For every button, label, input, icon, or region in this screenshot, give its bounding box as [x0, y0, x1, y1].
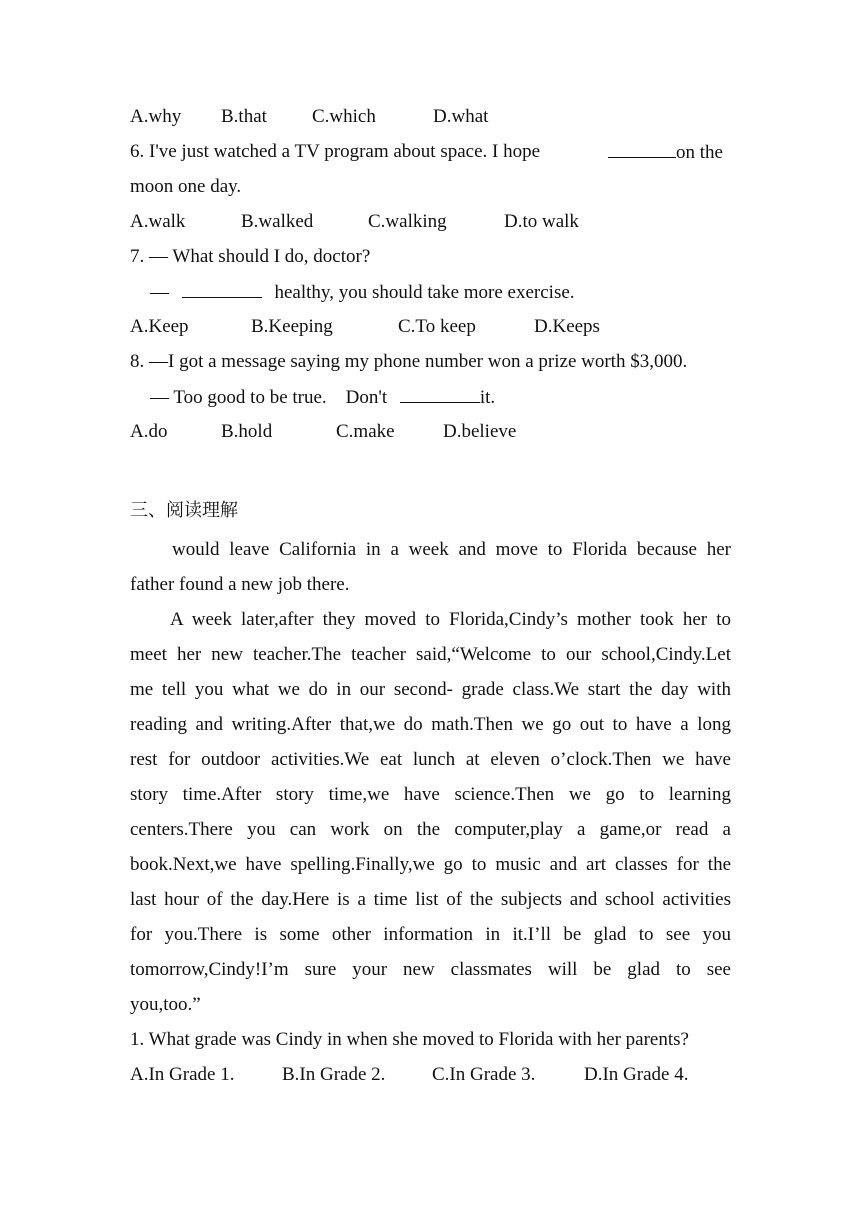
- q8-option-d: D.believe: [443, 421, 517, 442]
- passage-line-1: would leave California in a week and move to Florida because her: [172, 539, 731, 560]
- q6-option-a: A.walk: [130, 211, 186, 232]
- passage-line-14: you,too.”: [130, 994, 201, 1015]
- q7-blank: [182, 280, 262, 298]
- q8-reply-post: it.: [479, 387, 496, 408]
- q8-option-c: C.make: [336, 421, 395, 442]
- q8-reply: [150, 385, 495, 410]
- passage-line-10: book.Next,we have spelling.Finally,we go to music and art classes for the: [130, 854, 731, 875]
- q8-blank: [400, 385, 480, 403]
- passage-line-5: me tell you what we do in our second- grade class.We start the day with: [130, 679, 731, 700]
- q7-reply-dash: —: [150, 282, 169, 303]
- rq1-option-c: C.In Grade 3.: [432, 1064, 536, 1085]
- q6-line2: moon one day.: [130, 176, 242, 197]
- q7-reply-text: healthy, you should take more exercise.: [274, 282, 575, 303]
- passage-line-11: last hour of the day.Here is a time list of the subjects and school activities: [130, 889, 731, 910]
- q6-text-post: on the: [676, 142, 723, 163]
- rq1-option-b: B.In Grade 2.: [282, 1064, 386, 1085]
- q6-text-pre: 6. I've just watched a TV program about space. I hope: [130, 141, 541, 162]
- q6-option-d: D.to walk: [504, 211, 579, 232]
- q5-option-b: B.that: [221, 106, 267, 127]
- q7-option-b: B.Keeping: [251, 316, 333, 337]
- passage-line-7: rest for outdoor activities.We eat lunch at eleven o’clock.Then we have: [130, 749, 731, 770]
- q7-reply: [150, 280, 575, 305]
- rq1-option-a: A.In Grade 1.: [130, 1064, 235, 1085]
- passage-line-13: tomorrow,Cindy!I’m sure your new classmates will be glad to see: [130, 959, 731, 980]
- q8-reply-text: — Too good to be true. Don't: [150, 387, 388, 408]
- passage-line-3: A week later,after they moved to Florida,Cindy’s mother took her to: [170, 609, 731, 630]
- passage-line-12: for you.There is some other information in it.I’ll be glad to see you: [130, 924, 731, 945]
- section-title: 三、阅读理解: [130, 500, 238, 521]
- q8-prompt: 8. —I got a message saying my phone number won a prize worth $3,000.: [130, 351, 688, 372]
- q6-blank: [608, 140, 676, 158]
- q5-option-a: A.why: [130, 106, 182, 127]
- passage-line-2: father found a new job there.: [130, 574, 350, 595]
- q7-prompt: 7. — What should I do, doctor?: [130, 246, 371, 267]
- q7-option-a: A.Keep: [130, 316, 189, 337]
- q6-option-c: C.walking: [368, 211, 447, 232]
- rq1-option-d: D.In Grade 4.: [584, 1064, 689, 1085]
- q7-option-c: C.To keep: [398, 316, 476, 337]
- q8-option-b: B.hold: [221, 421, 273, 442]
- q6-line1: [130, 140, 731, 164]
- passage-line-6: reading and writing.After that,we do math.Then we go out to have a long: [130, 714, 731, 735]
- q7-option-d: D.Keeps: [534, 316, 600, 337]
- reading-question-1: 1. What grade was Cindy in when she moved to Florida with her parents?: [130, 1029, 689, 1050]
- passage-line-9: centers.There you can work on the computer,play a game,or read a: [130, 819, 731, 840]
- q5-option-d: D.what: [433, 106, 489, 127]
- passage-line-4: meet her new teacher.The teacher said,“Welcome to our school,Cindy.Let: [130, 644, 731, 665]
- passage-line-8: story time.After story time,we have science.Then we go to learning: [130, 784, 731, 805]
- q8-option-a: A.do: [130, 421, 168, 442]
- q6-option-b: B.walked: [241, 211, 314, 232]
- q5-option-c: C.which: [312, 106, 376, 127]
